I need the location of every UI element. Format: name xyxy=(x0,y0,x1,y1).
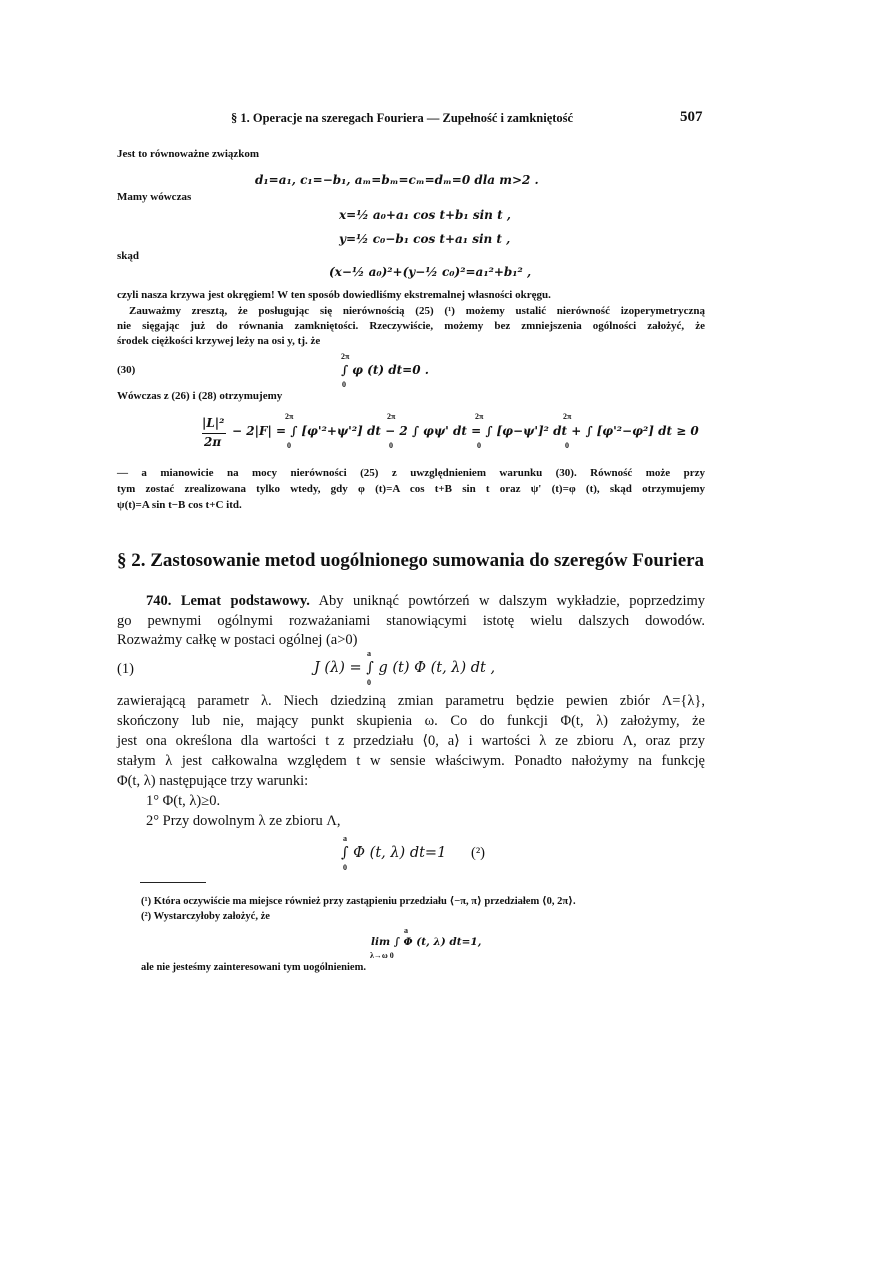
equation-label: (30) xyxy=(117,364,136,376)
text-line: Jest to równoważne związkom xyxy=(117,148,260,160)
integral-upper-limit: 2π xyxy=(341,352,350,361)
equation: lim ∫ Φ (t, λ) dt=1, xyxy=(371,936,482,948)
section-title: § 2. Zastosowanie metod uogólnionego sumowania do szeregów Fouriera xyxy=(117,550,705,571)
integral-lower-limit: 0 xyxy=(565,441,569,450)
paragraph-line: Φ(t, λ) następujące trzy warunki: xyxy=(117,773,309,789)
fraction-numerator: |L|² xyxy=(202,416,225,430)
text-line: tym zostać zrealizowana tylko wtedy, gdy φ (t)=A cos t+B sin t oraz ψ' (t)=φ (t), skąd otrzymujemy xyxy=(117,483,705,495)
lemma-title: Lemat podstawowy. xyxy=(180,593,310,609)
integral-lower-limit: 0 xyxy=(367,678,371,687)
equation: J (λ) = ∫ g (t) Φ (t, λ) dt , xyxy=(314,660,496,676)
integral-upper-limit: 2π xyxy=(387,412,396,421)
paragraph-line: go pewnymi ogólnymi rozważaniami stanowiącymi istotę wielu dalszych dowodów. xyxy=(117,613,705,629)
text-line: skąd xyxy=(117,250,140,262)
equation: (x−½ a₀)²+(y−½ c₀)²=a₁²+b₁² , xyxy=(329,265,532,279)
integral-upper-limit: a xyxy=(343,834,347,843)
integral-lower-limit: 0 xyxy=(342,380,346,389)
integral-lower-limit: 0 xyxy=(343,863,347,872)
running-title: § 1. Operacje na szeregach Fouriera — Zupełność i zamkniętość xyxy=(231,111,574,125)
page-number: 507 xyxy=(680,109,703,125)
paragraph-number: 740. xyxy=(146,593,172,609)
footnote-divider xyxy=(140,882,206,883)
paragraph-line: skończony lub nie, mający punkt skupienia ω. Co do funkcji Φ(t, λ) założymy, że xyxy=(117,713,705,729)
integral-lower-limit: 0 xyxy=(287,441,291,450)
text-line: Mamy wówczas xyxy=(117,191,192,203)
integral-upper-limit: 2π xyxy=(475,412,484,421)
text-line: środek ciężkości krzywej leży na osi y, tj. że xyxy=(117,335,321,347)
text-line: — a mianowicie na mocy nierówności (25) z uwzględnieniem warunku (30). Równość może przy xyxy=(117,467,705,479)
paragraph-text: Aby uniknąć powtórzeń w dalszym wykładzie, poprzedzimy xyxy=(318,593,705,609)
text-line: czyli nasza krzywa jest okręgiem! W ten sposób dowiedliśmy ekstremalnej własności okręgu. xyxy=(117,289,551,301)
equation: − 2|F| = ∫ [φ'²+ψ'²] dt − 2 ∫ φψ' dt = ∫ [φ−ψ']² dt + ∫ [φ'²−φ²] dt ≥ 0 xyxy=(232,424,699,438)
text-line: Wówczas z (26) i (28) otrzymujemy xyxy=(117,390,283,402)
integral-lower-limit: 0 xyxy=(477,441,481,450)
fraction-denominator: 2π xyxy=(204,435,222,449)
footnote-ref: (²) xyxy=(471,845,486,861)
paragraph-line: jest ona określona dla wartości t z przedziału ⟨0, a⟩ i wartości λ ze zbioru Λ, oraz przy xyxy=(117,733,705,749)
footnote: (²) Wystarczyłoby założyć, że xyxy=(141,911,270,922)
condition-item: 1° Φ(t, λ)≥0. xyxy=(146,793,221,809)
text-line: ψ(t)=A sin t−B cos t+C itd. xyxy=(117,499,242,511)
integral-upper-limit: 2π xyxy=(563,412,572,421)
equation-label: (1) xyxy=(117,661,134,677)
equation: y=½ c₀−b₁ cos t+a₁ sin t , xyxy=(339,232,511,246)
condition-item: 2° Przy dowolnym λ ze zbioru Λ, xyxy=(146,813,341,829)
text-line: nie sięgając już do równania zamkniętości. Rzeczywiście, możemy bez zmniejszenia ogólności założyć, że xyxy=(117,320,705,332)
paragraph-line: stałym λ jest całkowalna względem t w sensie właściwym. Ponadto nałożymy na funkcję xyxy=(117,753,705,769)
equation: ∫ φ (t) dt=0 . xyxy=(341,363,429,377)
integral-upper-limit: 2π xyxy=(285,412,294,421)
paragraph-line xyxy=(146,593,705,610)
integral-lower-limit: 0 xyxy=(389,441,393,450)
footnote: (¹) Która oczywiście ma miejsce również przy zastąpieniu przedziału ⟨−π, π⟩ przedziałem ⟨0, 2π⟩. xyxy=(141,896,576,907)
integral-upper-limit: a xyxy=(367,649,371,658)
paragraph-line: zawierającą parametr λ. Niech dziedziną zmian parametru będzie pewien zbiór Λ={λ}, xyxy=(117,693,705,709)
footnote: ale nie jesteśmy zainteresowani tym uogólnieniem. xyxy=(141,962,366,973)
equation: x=½ a₀+a₁ cos t+b₁ sin t , xyxy=(339,208,511,222)
equation: ∫ Φ (t, λ) dt=1 xyxy=(341,845,447,861)
limit-subscript: λ→ω 0 xyxy=(370,951,394,960)
integral-upper-limit: a xyxy=(404,926,408,935)
equation: d₁=a₁, c₁=−b₁, aₘ=bₘ=cₘ=dₘ=0 dla m>2 . xyxy=(255,173,539,187)
paragraph-line: Rozważmy całkę w postaci ogólnej (a>0) xyxy=(117,632,358,648)
fraction-bar xyxy=(202,433,226,434)
text-line: Zauważmy zresztą, że posługując się nierównością (25) (¹) możemy ustalić nierówność izoperymetryczną xyxy=(129,305,705,317)
